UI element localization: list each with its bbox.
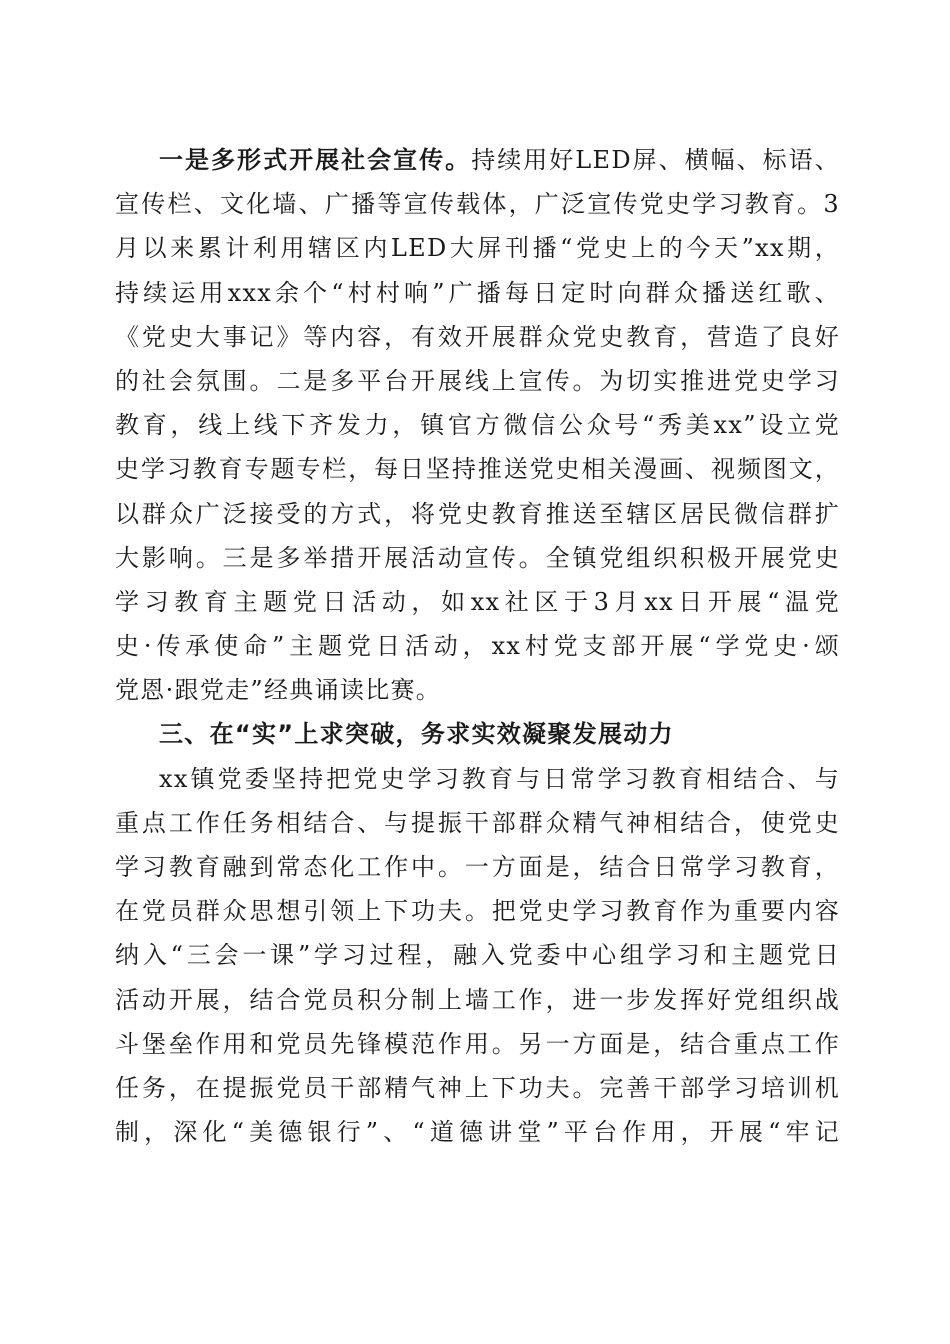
paragraph-2-line-2: 重点工作任务相结合、与提振干部群众精气神相结合，使党史 <box>115 808 840 837</box>
paragraph-1-line-1 <box>115 138 840 182</box>
paragraph-2-line-4: 在党员群众思想引领上下功夫。把党史学习教育作为重要内容 <box>115 897 840 926</box>
paragraph-2-line-6: 活动开展，结合党员积分制上墙工作，进一步发挥好党组织战 <box>115 985 840 1014</box>
paragraph-1-line-2: 宣传栏、文化墙、广播等宣传载体，广泛宣传党史学习教育。3 <box>115 190 840 219</box>
paragraph-2-line-1: xx镇党委坚持把党史学习教育与日常学习教育相结合、与 <box>159 764 840 793</box>
paragraph-2-line-7: 斗堡垒作用和党员先锋模范作用。另一方面是，结合重点工作 <box>115 1029 840 1058</box>
paragraph-1-line-10: 大影响。三是多举措开展活动宣传。全镇党组织积极开展党史 <box>115 543 840 572</box>
paragraph-2-line-8: 任务，在提振党员干部精气神上下功夫。完善干部学习培训机 <box>115 1073 840 1102</box>
paragraph-2-line-9: 制，深化“美德银行”、“道德讲堂”平台作用，开展“牢记 <box>115 1118 840 1147</box>
paragraph-1-line-12: 史·传承使命”主题党日活动，xx村党支部开展“学党史·颂 <box>115 632 840 661</box>
paragraph-1-line-7: 教育，线上线下齐发力，镇官方微信公众号“秀美xx”设立党 <box>115 411 840 440</box>
paragraph-2-line-3: 学习教育融到常态化工作中。一方面是，结合日常学习教育， <box>115 853 840 881</box>
paragraph-1-line-11: 学习教育主题党日活动，如xx社区于3月xx日开展“温党 <box>115 587 840 616</box>
paragraph-1-line-13: 党恩·跟党走”经典诵读比赛。 <box>115 676 442 705</box>
paragraph-1-line-4: 持续运用xxx余个“村村响”广播每日定时向群众播送红歌、 <box>115 278 840 307</box>
paragraph-1-line-3: 月以来累计利用辖区内LED大屏刊播“党史上的今天”xx期， <box>115 234 840 263</box>
paragraph-1-line-1-rest: 持续用好LED屏、横幅、标语、 <box>471 146 840 174</box>
paragraph-1-lead: 一是多形式开展社会宣传。 <box>159 145 472 174</box>
paragraph-1-line-5: 《党史大事记》等内容，有效开展群众党史教育，营造了良好 <box>115 322 840 351</box>
paragraph-2-line-5: 纳入“三会一课”学习过程，融入党委中心组学习和主题党日 <box>115 941 840 970</box>
paragraph-1-line-8: 史学习教育专题专栏，每日坚持推送党史相关漫画、视频图文， <box>115 455 840 484</box>
paragraph-1-line-6: 的社会氛围。二是多平台开展线上宣传。为切实推进党史学习 <box>115 366 840 395</box>
section-heading: 三、在“实”上求突破，务求实效凝聚发展动力 <box>159 720 674 749</box>
paragraph-1-line-9: 以群众广泛接受的方式，将党史教育推送至辖区居民微信群扩 <box>115 499 840 528</box>
body-text <box>115 138 840 1154</box>
